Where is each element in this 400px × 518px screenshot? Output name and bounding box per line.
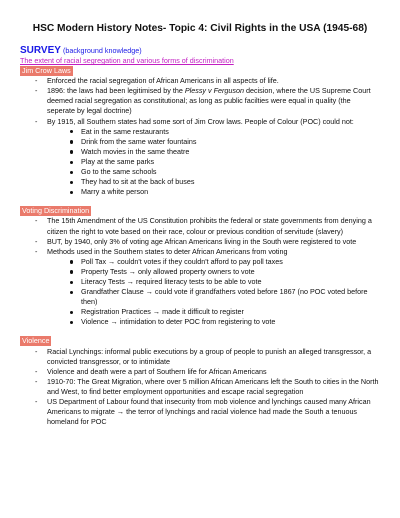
list-item: - Racial Lynchings: informal public executions by a group of people to punish an alleged transgressor, a convicted transgressor, or to intimidate — [35, 347, 380, 367]
section-tag-voting-discrimination: Voting Discrimination — [22, 206, 90, 216]
dash-list — [20, 216, 380, 327]
survey-subheading: (background knowledge) — [62, 46, 142, 55]
bullet-item: Marry a white person — [69, 187, 380, 197]
section-jim-crow-laws — [20, 66, 380, 197]
bullet-item: Property Tests → only allowed property owners to vote — [69, 267, 380, 277]
dash-list — [20, 76, 380, 197]
list-item: - Enforced the racial segregation of African Americans in all aspects of life. — [35, 76, 380, 86]
list-item-text: By 1915, all Southern states had some sort of Jim Crow laws. People of Colour (POC) could not: — [47, 116, 354, 126]
bullet-list — [47, 257, 380, 328]
list-item-text: decision, where the US Supreme Court deemed racial segregation as constitutional; as long as public facilties were equal in quality (the seperate by legal doctrine) — [47, 86, 371, 116]
list-item — [35, 117, 380, 198]
bullet-item: Watch movies in the same theatre — [69, 147, 380, 157]
list-item-text: 1896: the laws had been legitimised by the — [47, 86, 185, 96]
section-violence — [20, 336, 380, 427]
list-item — [35, 247, 380, 328]
survey-heading: SURVEY — [20, 45, 61, 56]
case-name: Plessy v Ferguson — [184, 86, 244, 96]
bullet-item: Violence → intimidation to deter POC from registering to vote — [69, 317, 380, 327]
bullet-item: Go to the same schools — [69, 167, 380, 177]
list-item: - 1910-70: The Great Migration, where over 5 million African Americans left the South to cities in the North and West, to find better employment opportunities and escape racial segregation — [35, 377, 380, 397]
survey-line — [20, 45, 380, 56]
bullet-item: Literacy Tests → required literacy tests to be able to vote — [69, 277, 380, 287]
list-item — [35, 86, 380, 116]
list-item-text: Methods used in the Southern states to deter African Americans from voting — [47, 246, 288, 256]
bullet-item: Poll Tax → couldn't votes if they couldn't afford to pay poll taxes — [69, 257, 380, 267]
bullet-item: They had to sit at the back of buses — [69, 177, 380, 187]
dash-list — [20, 347, 380, 428]
section-voting-discrimination — [20, 206, 380, 327]
section-tag-violence: Violence — [22, 336, 50, 346]
list-item: - US Department of Labour found that insecurity from mob violence and lynchings caused many African Americans to migrate → the terror of lynchings and racial violence had made the South a tenuous homeland for POC — [35, 397, 380, 427]
extent-link[interactable]: The extent of racial segregation and various forms of discrimination — [20, 56, 234, 65]
document-title: HSC Modern History Notes- Topic 4: Civil Rights in the USA (1945-68) — [32, 23, 368, 34]
list-item: - Violence and death were a part of Southern life for African Americans — [35, 367, 380, 377]
bullet-item: Play at the same parks — [69, 157, 380, 167]
bullet-item: Grandfather Clause → could vote if grandfathers voted before 1867 (no POC voted before then) — [69, 287, 380, 307]
bullet-item: Registration Practices → made it difficult to register — [69, 307, 380, 317]
bullet-item: Drink from the same water fountains — [69, 137, 380, 147]
list-item: - The 15th Amendment of the US Constitution prohibits the federal or state governments from denying a citizen the right to vote based on their race, colour or previous condition of servitude (slavery) — [35, 216, 380, 236]
list-item: - BUT, by 1940, only 3% of voting age African Americans living in the South were registered to vote — [35, 237, 380, 247]
section-tag-jim-crow-laws: Jim Crow Laws — [22, 66, 71, 76]
bullet-item: Eat in the same restaurants — [69, 127, 380, 137]
bullet-list — [47, 127, 380, 198]
